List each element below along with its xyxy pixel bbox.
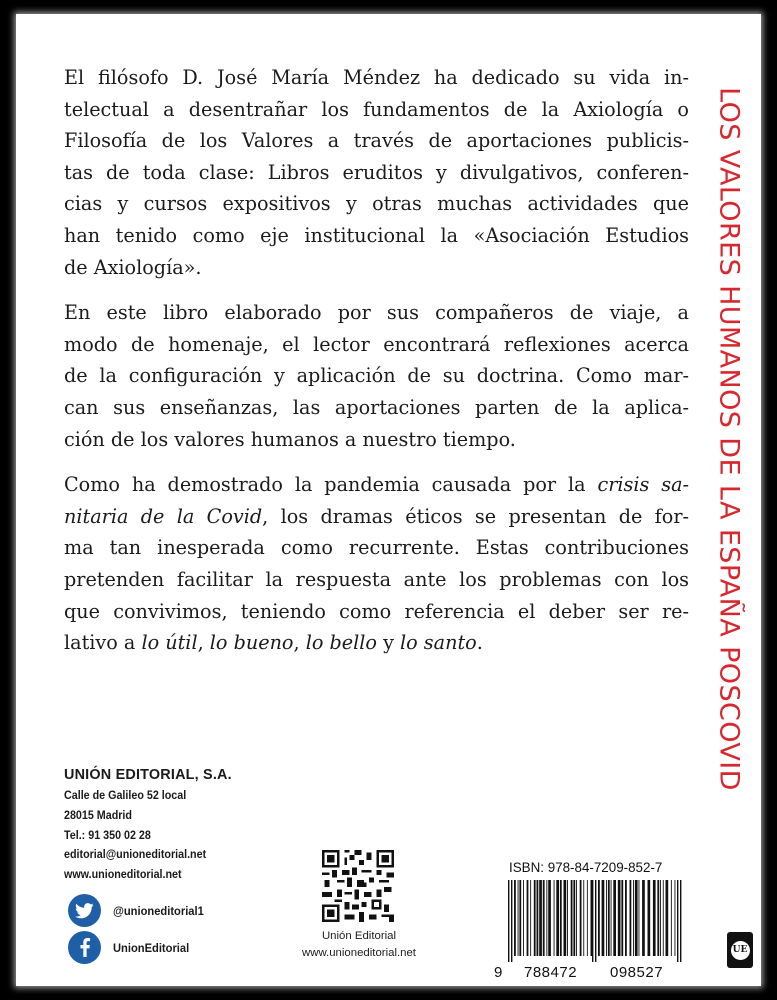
qr-caption-url: www.unioneditorial.net	[302, 947, 416, 959]
publisher-website[interactable]: www.unioneditorial.net	[64, 867, 182, 882]
barcode-first-digit: 9	[494, 964, 503, 981]
text-line: que convivimos, teniendo como referencia el deber ser re-	[64, 599, 689, 623]
text-line: modo de homenaje, el lector encontrará reflexiones acerca	[64, 332, 689, 356]
facebook-page[interactable]	[68, 931, 198, 964]
qr-code[interactable]	[322, 850, 394, 922]
text-run: y	[376, 631, 401, 655]
text-line: pretenden facilitar la respuesta ante los problemas con los	[64, 567, 689, 591]
barcode-digits-left: 788472	[524, 964, 578, 981]
publisher-email[interactable]: editorial@unioneditorial.net	[64, 847, 207, 862]
text-run: ,	[197, 631, 210, 655]
text-run: , los dramas éticos se presentan de for-	[262, 504, 689, 528]
publisher-block	[64, 764, 232, 885]
text-line: ma tan inesperada como recurrente. Estas contribuciones	[64, 536, 689, 560]
spine-title-text: LOS VALORES HUMANOS DE LA ESPAÑA POSCOVID	[713, 87, 745, 791]
text-line: Filosofía de los Valores a través de aportaciones publicis-	[64, 129, 689, 153]
qr-caption-name: Unión Editorial	[321, 930, 397, 942]
italic-run: lo bueno	[209, 631, 294, 655]
paragraph-2	[64, 297, 689, 455]
text-line: de la configuración y aplicación de su doctrina. Como mar-	[64, 364, 689, 388]
facebook-f-icon	[68, 931, 101, 964]
italic-run: crisis sa-	[597, 473, 689, 497]
text-line: El filósofo D. José María Méndez ha dedicado su vida in-	[64, 66, 689, 89]
publisher-logo-mark: UE	[731, 941, 750, 960]
twitter-label: @unioneditorial1	[113, 903, 204, 918]
back-cover	[16, 14, 761, 986]
blurb-text	[64, 62, 689, 673]
publisher-logo-icon	[727, 932, 753, 968]
text-line: telectual a desentrañar los fundamentos de la Axiología o	[64, 97, 689, 121]
paragraph-1	[64, 62, 689, 283]
barcode-digits-right: 098527	[610, 964, 664, 981]
text-run: .	[476, 631, 483, 655]
text-line: En este libro elaborado por sus compañeros de viaje, a	[64, 301, 689, 325]
text-line: cias y cursos expositivos y otras muchas actividades que	[64, 192, 689, 216]
text-line: de Axiología».	[64, 255, 202, 279]
text-line	[64, 627, 689, 659]
isbn-label: ISBN: 978-84-7209-852-7	[509, 860, 663, 875]
twitter-bird-icon	[68, 894, 101, 927]
italic-run: lo útil	[141, 631, 198, 655]
text-line: han tenido como eje institucional la «Asociación Estudios	[64, 223, 689, 247]
text-line: tas de toda clase: Libros eruditos y divulgativos, conferen-	[64, 160, 689, 184]
publisher-city: 28015 Madrid	[64, 807, 132, 822]
text-line	[64, 501, 689, 533]
italic-run: lo santo	[400, 631, 477, 655]
text-line: can sus enseñanzas, las aportaciones parten de la aplica-	[64, 395, 689, 419]
text-line	[64, 469, 689, 501]
text-line: ción de los valores humanos a nuestro tiempo.	[64, 427, 516, 451]
italic-run: nitaria de la Covid	[64, 504, 263, 528]
spine-title	[709, 74, 749, 804]
publisher-name: UNIÓN EDITORIAL, S.A.	[64, 767, 232, 783]
qr-caption	[286, 928, 432, 962]
isbn-barcode	[494, 880, 686, 962]
facebook-label: UnionEditorial	[113, 940, 190, 955]
text-run: Como ha demostrado la pandemia causada por la	[64, 473, 598, 497]
text-run: lativo a	[64, 631, 142, 655]
paragraph-3	[64, 469, 689, 659]
twitter-handle[interactable]	[68, 894, 214, 927]
publisher-address: Calle de Galileo 52 local	[64, 788, 187, 802]
publisher-phone: Tel.: 91 350 02 28	[64, 827, 151, 842]
italic-run: lo bello	[305, 631, 377, 655]
text-run: ,	[293, 631, 306, 655]
